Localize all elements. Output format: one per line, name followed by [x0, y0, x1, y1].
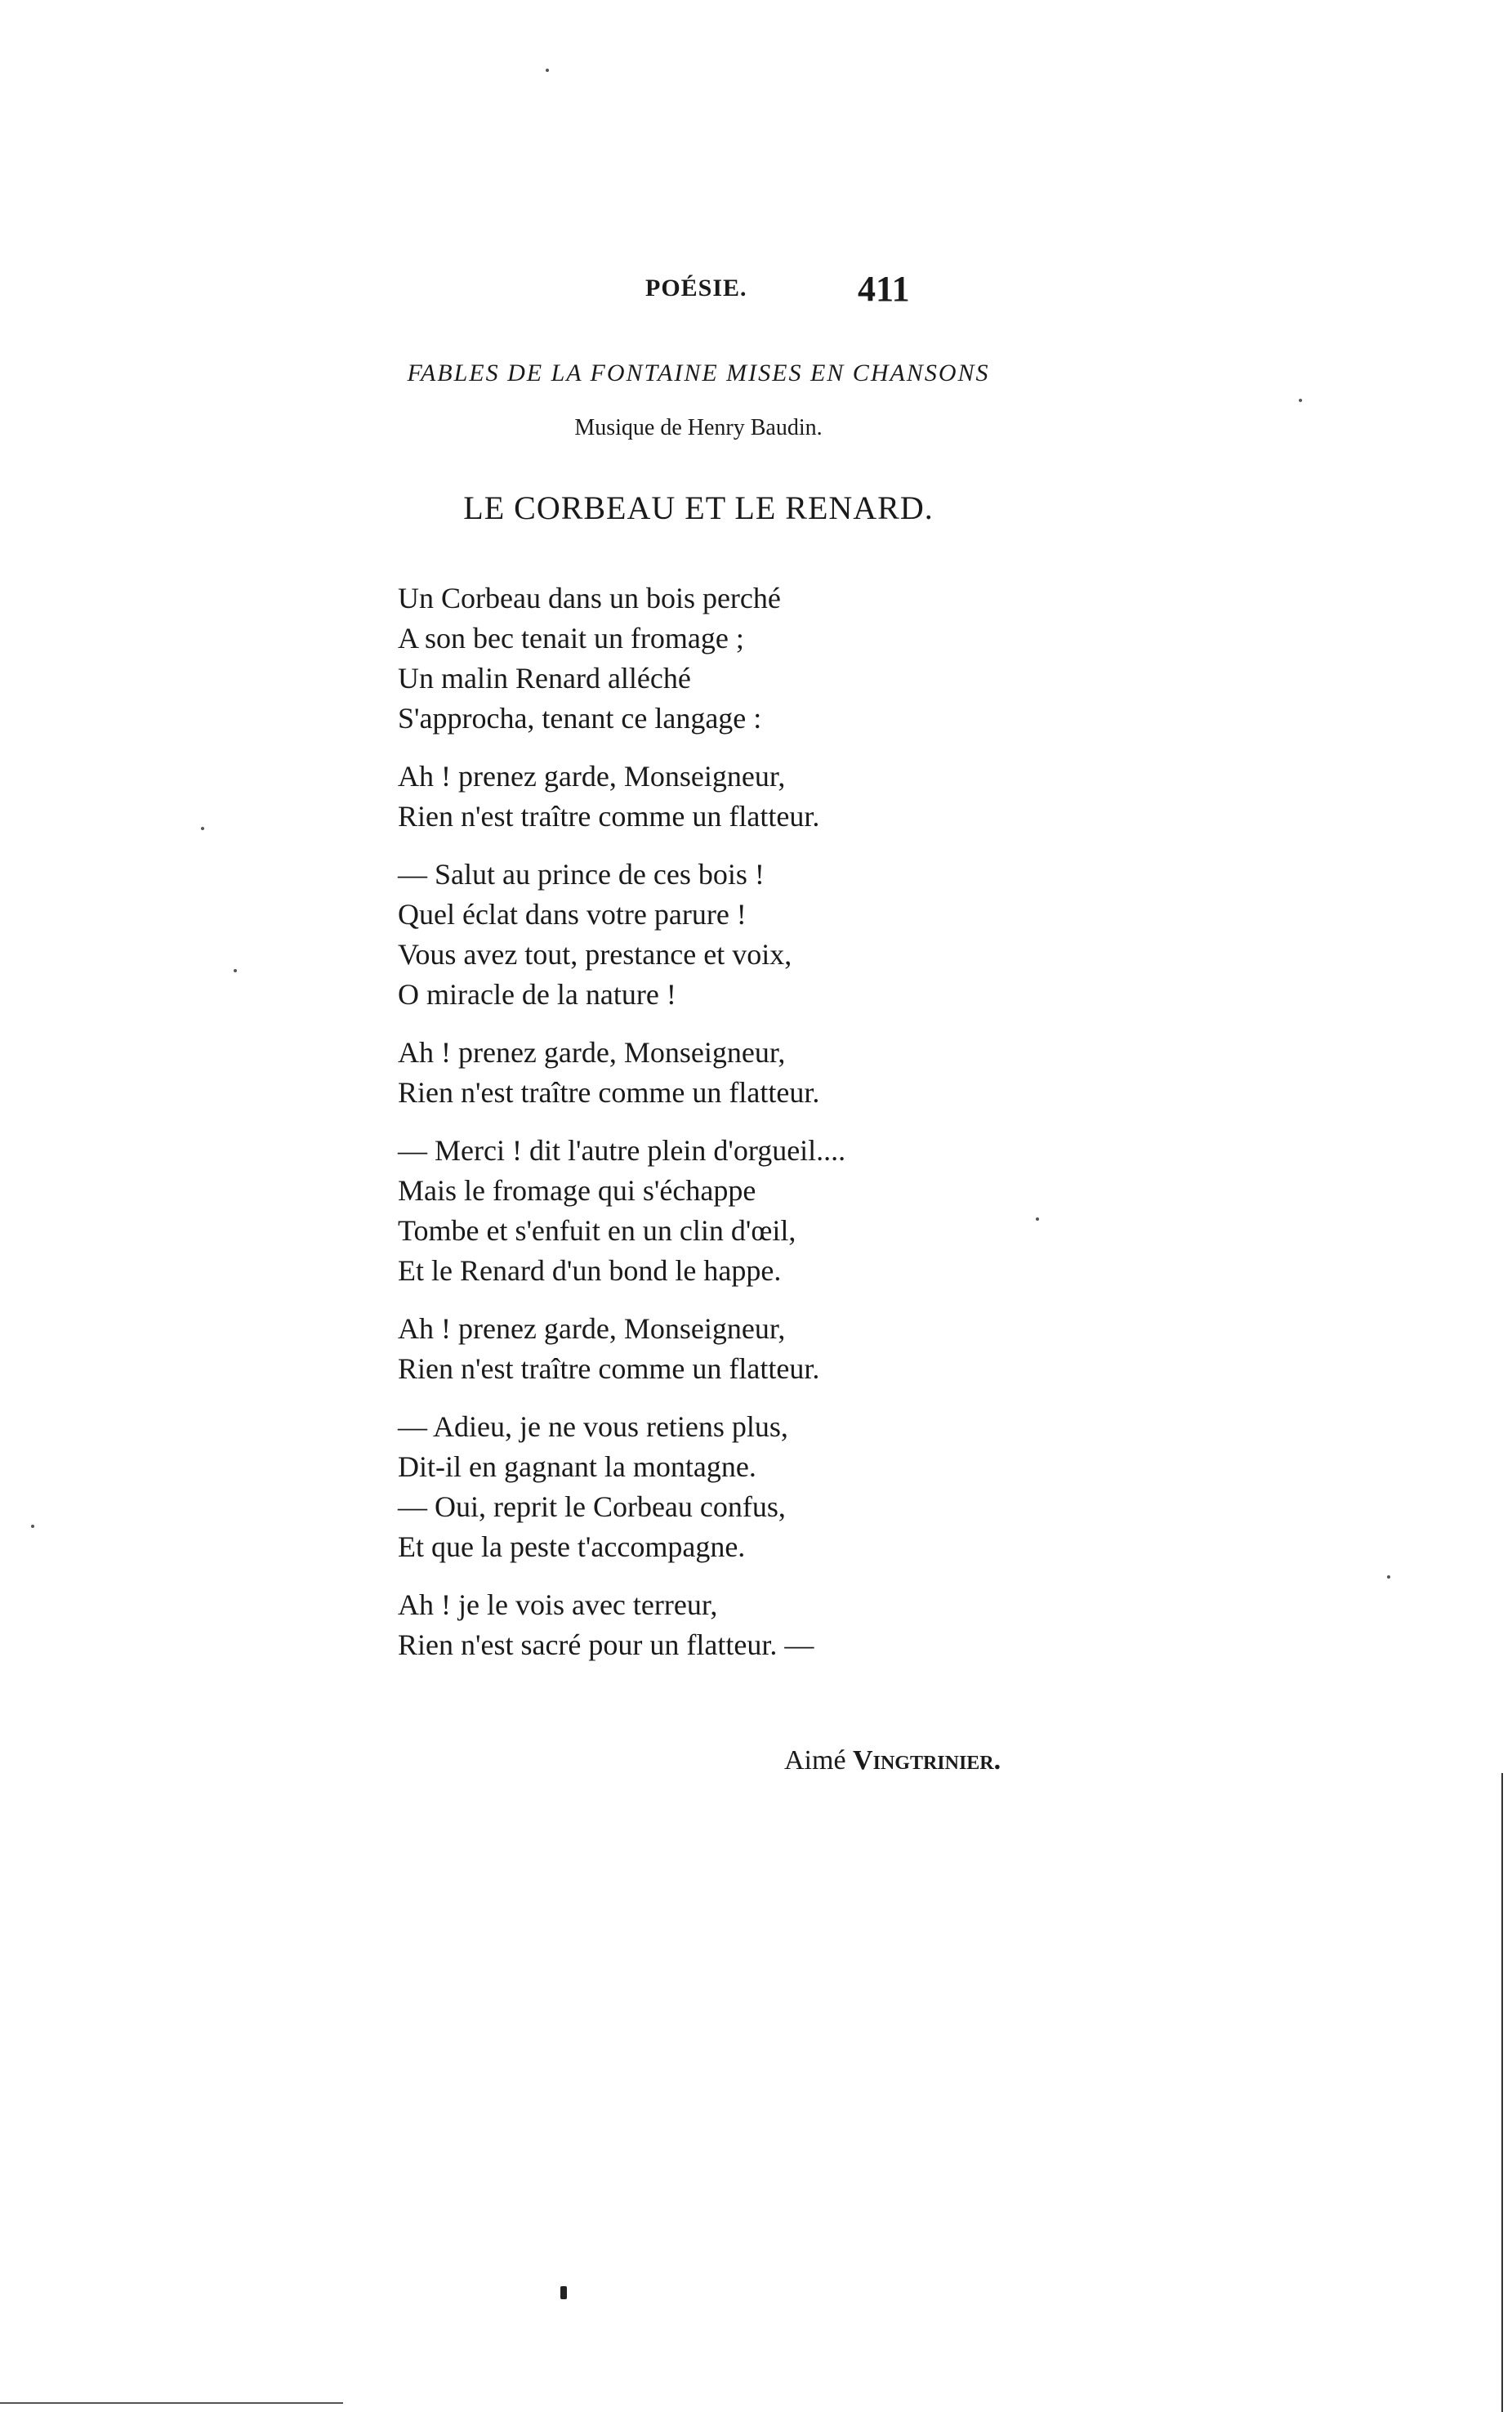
scan-speck — [546, 69, 549, 72]
verse-line: Quel éclat dans votre parure ! — [398, 898, 747, 931]
series-title: FABLES DE LA FONTAINE MISES EN CHANSONS — [407, 360, 990, 386]
verse-line: Un Corbeau dans un bois perché — [398, 582, 781, 614]
author-first-name: Aimé — [784, 1745, 846, 1776]
refrain — [398, 757, 1019, 837]
page-header — [0, 269, 1512, 324]
stanza — [398, 1131, 1019, 1291]
verse-line: Rien n'est traître comme un flatteur. — [398, 800, 820, 833]
verse-line: A son bec tenait un fromage ; — [398, 622, 744, 654]
scan-speck — [234, 969, 237, 972]
verse-line: Dit-il en gagnant la montagne. — [398, 1450, 756, 1483]
verse-line: Ah ! je le vois avec terreur, — [398, 1588, 718, 1621]
verse-line: Ah ! prenez garde, Monseigneur, — [398, 760, 786, 793]
verse-line: Vous avez tout, prestance et voix, — [398, 938, 792, 971]
scan-edge-line — [0, 2402, 343, 2404]
verse-line: — Merci ! dit l'autre plein d'orgueil.... — [398, 1134, 846, 1167]
verse-line: O miracle de la nature ! — [398, 978, 676, 1011]
stanza — [398, 1407, 1019, 1567]
verse-line: Rien n'est traître comme un flatteur. — [398, 1352, 820, 1385]
verse-line: Et le Renard d'un bond le happe. — [398, 1254, 782, 1287]
verse-line: Tombe et s'enfuit en un clin d'œil, — [398, 1214, 796, 1247]
page-number: 411 — [858, 269, 910, 309]
scan-speck — [201, 827, 204, 830]
scan-speck — [1036, 1217, 1039, 1221]
stanza — [398, 578, 1019, 739]
verse-line: Et que la peste t'accompagne. — [398, 1530, 746, 1563]
refrain — [398, 1585, 1019, 1665]
poem-title: LE CORBEAU ET LE RENARD. — [463, 489, 934, 526]
running-head: POÉSIE. — [645, 275, 747, 302]
poem-body — [398, 578, 1019, 1683]
refrain — [398, 1309, 1019, 1389]
verse-line: Rien n'est sacré pour un flatteur. — — [398, 1628, 814, 1661]
verse-line: Ah ! prenez garde, Monseigneur, — [398, 1036, 786, 1069]
verse-line: — Oui, reprit le Corbeau confus, — [398, 1490, 786, 1523]
author-surname: Vingtrinier. — [853, 1745, 1001, 1776]
verse-line: Mais le fromage qui s'échappe — [398, 1174, 756, 1207]
scan-speck — [31, 1525, 34, 1528]
scan-speck — [1387, 1575, 1390, 1579]
verse-line: — Adieu, je ne vous retiens plus, — [398, 1410, 788, 1443]
verse-line: — Salut au prince de ces bois ! — [398, 858, 765, 891]
scan-speck — [560, 2286, 567, 2299]
verse-line: Ah ! prenez garde, Monseigneur, — [398, 1312, 786, 1345]
verse-line: S'approcha, tenant ce langage : — [398, 702, 762, 735]
verse-line: Un malin Renard alléché — [398, 662, 691, 695]
refrain — [398, 1033, 1019, 1113]
author-signature — [784, 1745, 1001, 1776]
music-credit: Musique de Henry Baudin. — [574, 415, 823, 440]
scan-speck — [1299, 399, 1302, 402]
verse-line: Rien n'est traître comme un flatteur. — [398, 1076, 820, 1109]
stanza — [398, 855, 1019, 1015]
scan-edge-line — [1501, 1773, 1503, 2412]
